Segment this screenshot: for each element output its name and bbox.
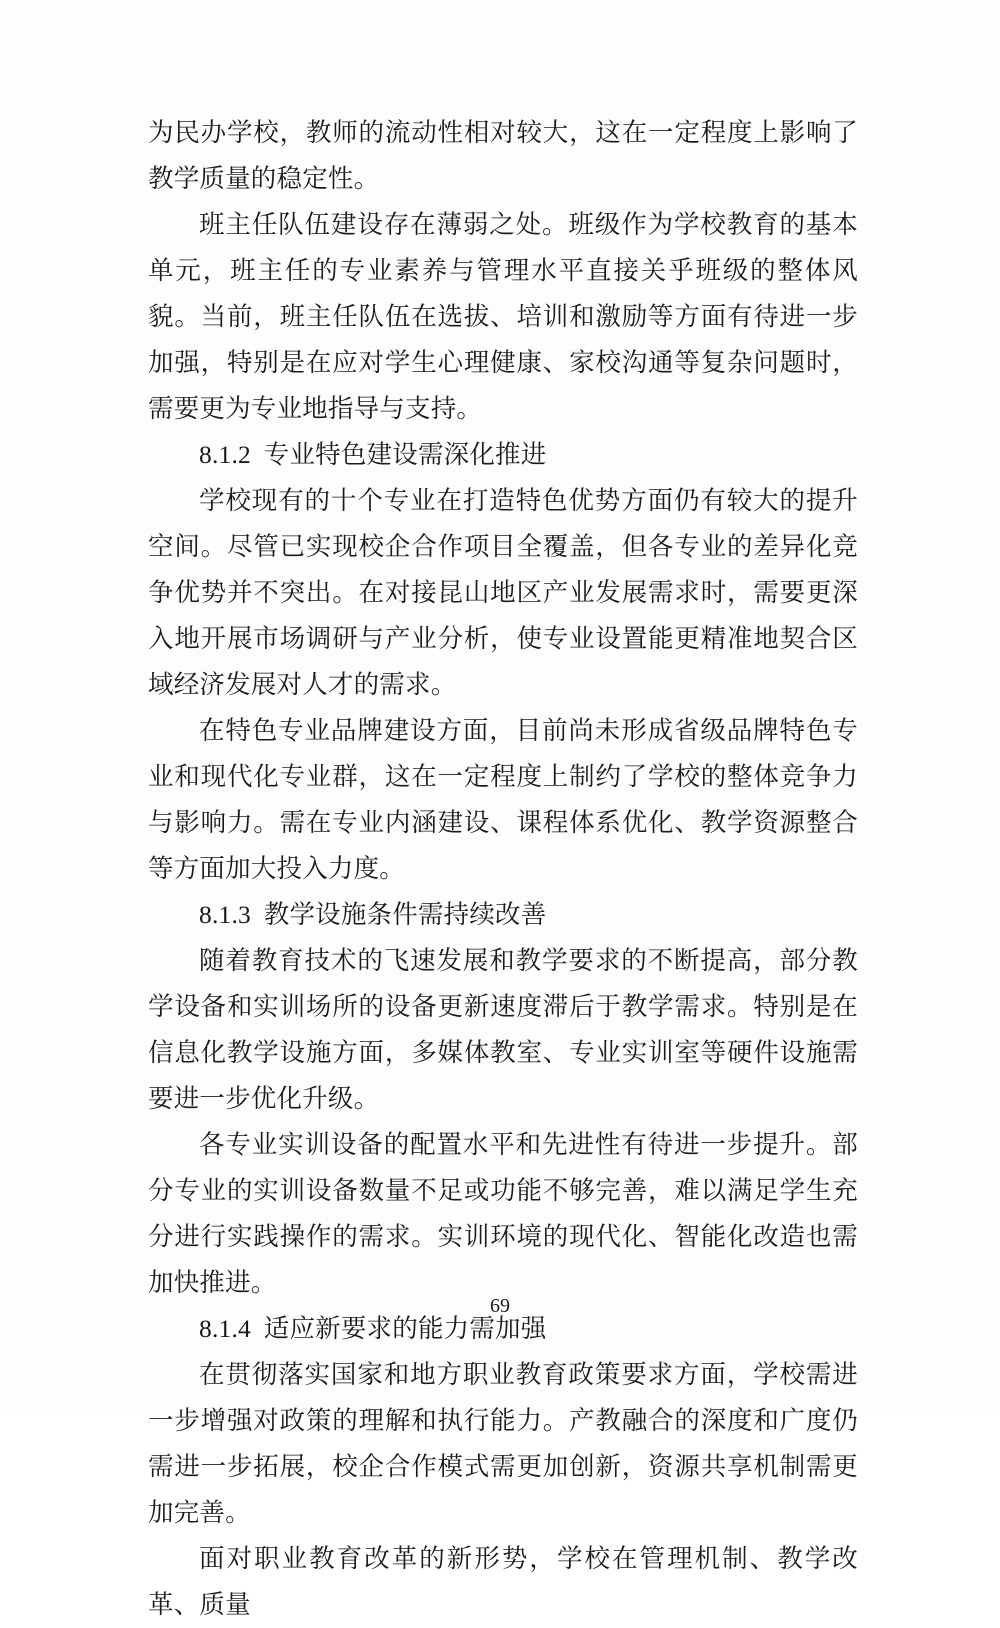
page-number: 69	[490, 1295, 510, 1317]
paragraph: 为民办学校，教师的流动性相对较大，这在一定程度上影响了教学质量的稳定性。	[148, 118, 858, 193]
paragraph: 在贯彻落实国家和地方职业教育政策要求方面，学校需进一步增强对政策的理解和执行能力。产教融合的深度和广度仍需进一步拓展，校企合作模式需更加创新，资源共享机制需更加完善。	[148, 1360, 858, 1527]
section-number: 8.1.4	[199, 1314, 251, 1343]
section-heading	[148, 892, 858, 938]
paragraph: 随着教育技术的飞速发展和教学要求的不断提高，部分教学设备和实训场所的设备更新速度滞后于教学需求。特别是在信息化教学设施方面，多媒体教室、专业实训室等硬件设施需要进一步优化升级。	[148, 946, 858, 1113]
section-title: 适应新要求的能力需加强	[263, 1314, 547, 1343]
section-number: 8.1.2	[199, 440, 251, 469]
section-title: 教学设施条件需持续改善	[263, 900, 547, 929]
paragraph: 在特色专业品牌建设方面，目前尚未形成省级品牌特色专业和现代化专业群，这在一定程度上制约了学校的整体竞争力与影响力。需在专业内涵建设、课程体系优化、教学资源整合等方面加大投入力度。	[148, 716, 858, 883]
section-title: 专业特色建设需深化推进	[263, 440, 547, 469]
section-heading	[148, 432, 858, 478]
paragraph: 面对职业教育改革的新形势，学校在管理机制、教学改革、质量	[148, 1544, 858, 1619]
paragraph: 班主任队伍建设存在薄弱之处。班级作为学校教育的基本单元，班主任的专业素养与管理水平直接关乎班级的整体风貌。当前，班主任队伍在选拔、培训和激励等方面有待进一步加强，特别是在应对学生心理健康、家校沟通等复杂问题时，需要更为专业地指导与支持。	[148, 210, 858, 423]
page-body	[148, 110, 858, 1628]
paragraph: 各专业实训设备的配置水平和先进性有待进一步提升。部分专业的实训设备数量不足或功能不够完善，难以满足学生充分进行实践操作的需求。实训环境的现代化、智能化改造也需加快推进。	[148, 1130, 858, 1297]
section-number: 8.1.3	[199, 900, 251, 929]
paragraph: 学校现有的十个专业在打造特色优势方面仍有较大的提升空间。尽管已实现校企合作项目全覆盖，但各专业的差异化竞争优势并不突出。在对接昆山地区产业发展需求时，需要更深入地开展市场调研与产业分析，使专业设置能更精准地契合区域经济发展对人才的需求。	[148, 486, 858, 699]
